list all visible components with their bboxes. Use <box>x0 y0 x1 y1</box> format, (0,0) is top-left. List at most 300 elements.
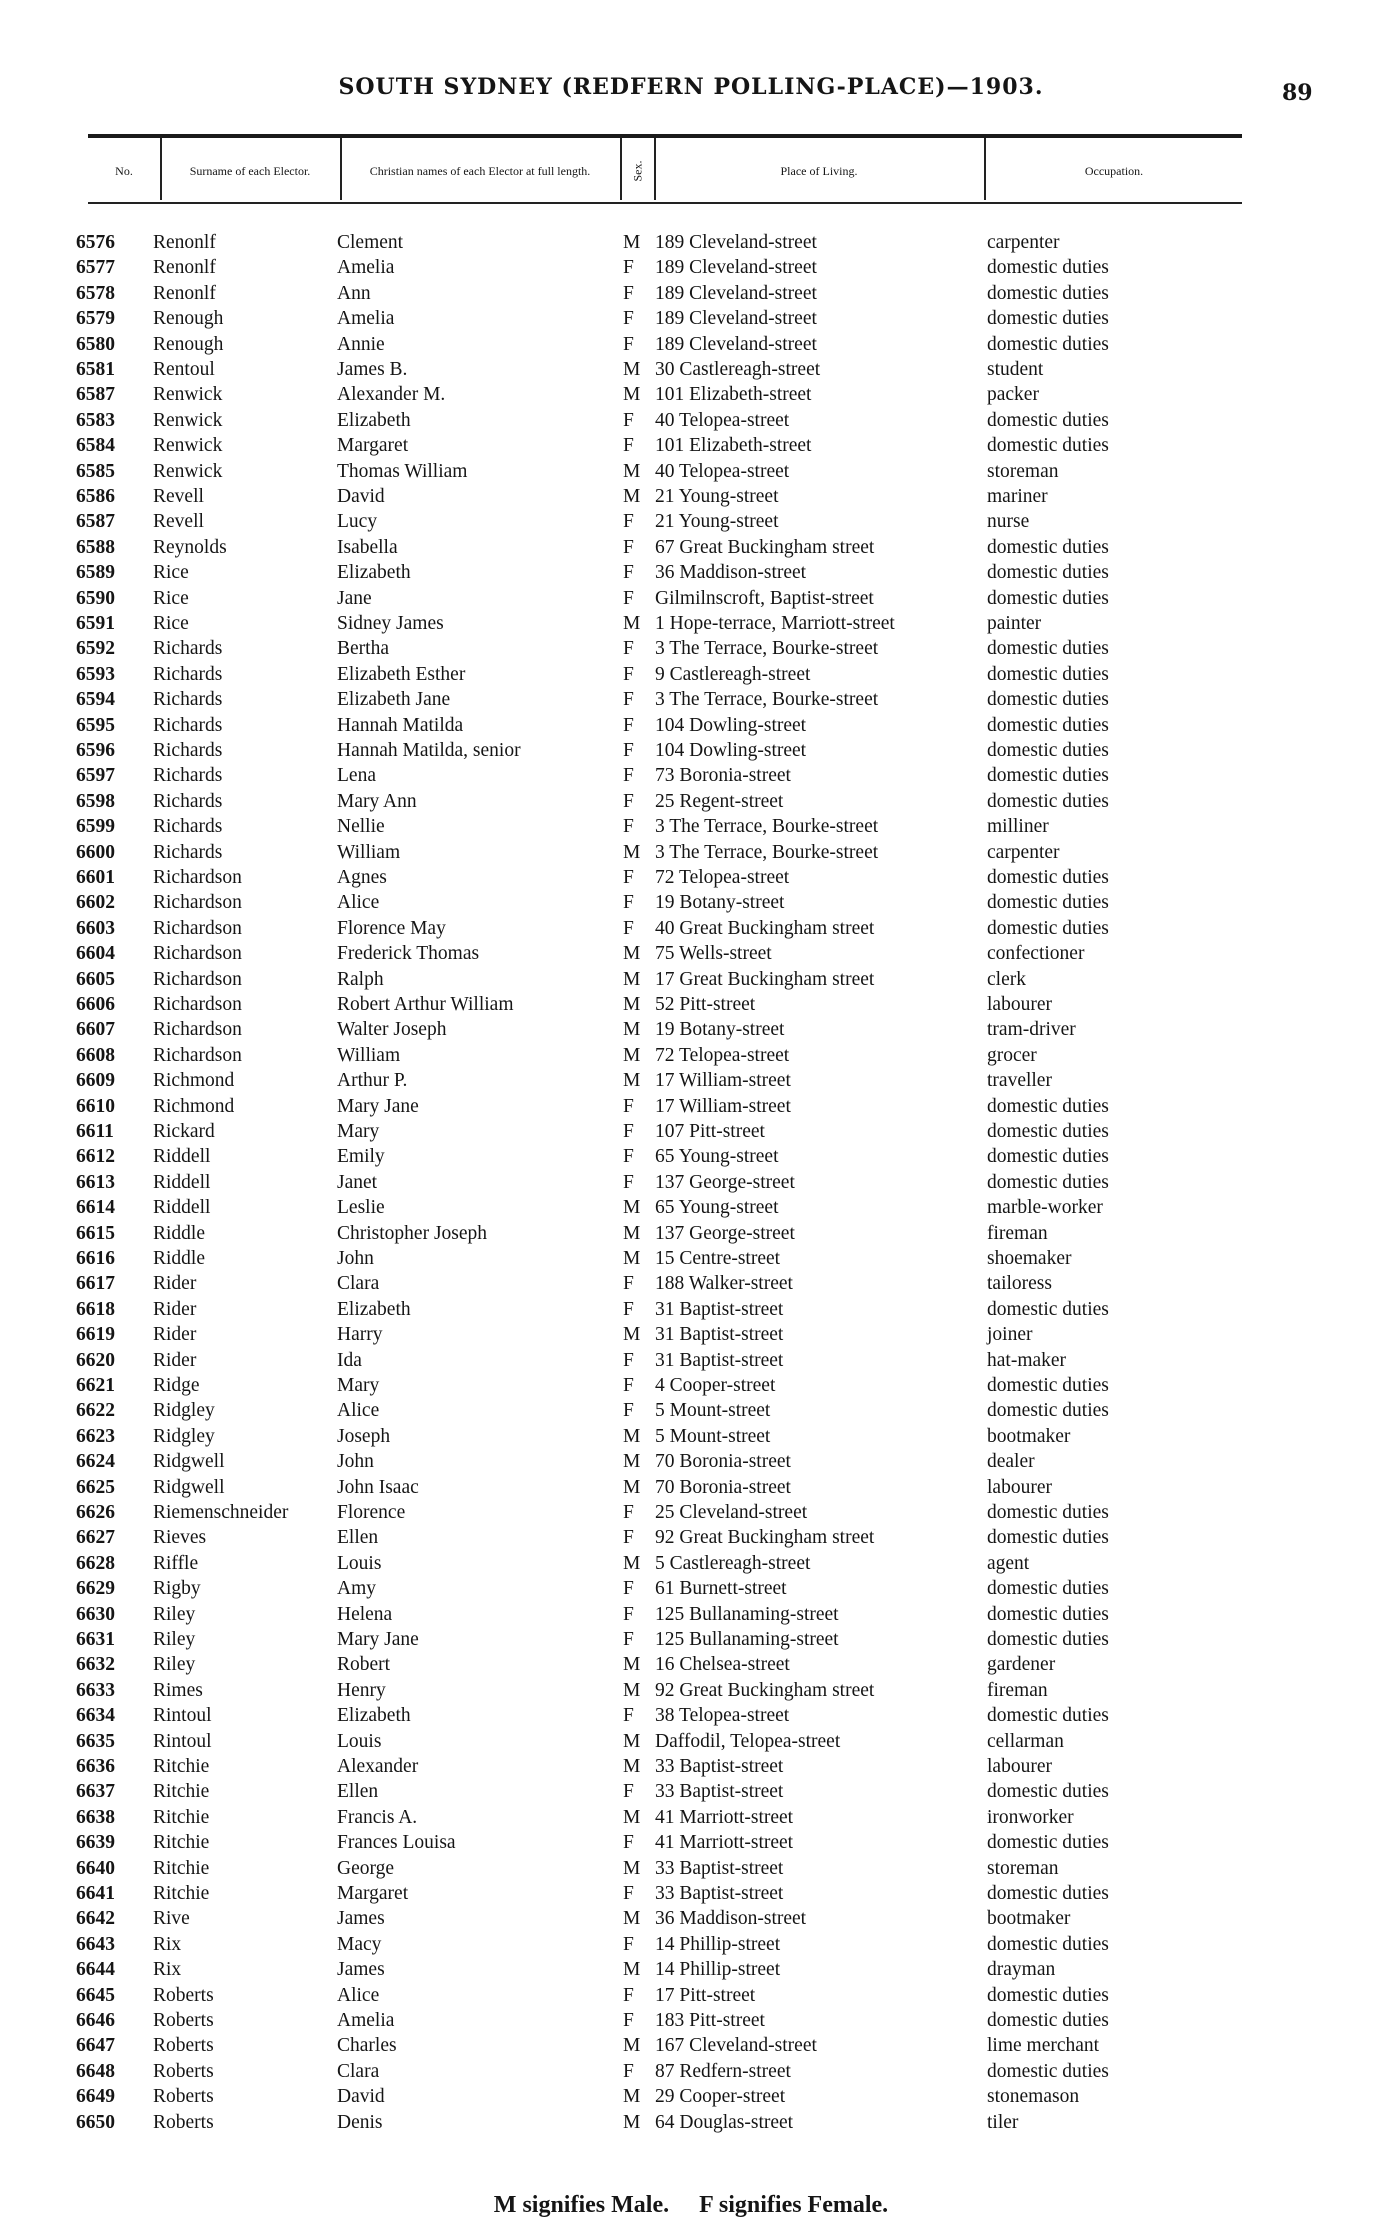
surname: Rider <box>153 1349 197 1371</box>
header-rule-bottom <box>88 202 1242 204</box>
occupation: agent <box>987 1552 1030 1574</box>
christian-names: Robert Arthur William <box>337 994 514 1015</box>
column-header-surname: Surname of each Elector. <box>189 164 311 178</box>
elector-number: 6650 <box>76 2111 115 2133</box>
sex: F <box>623 333 634 355</box>
sex: M <box>623 1324 641 1346</box>
table-row <box>0 865 1382 890</box>
sex: M <box>623 1222 641 1244</box>
occupation: drayman <box>987 1959 1056 1981</box>
christian-names: Alexander <box>337 1756 419 1777</box>
sex: M <box>623 1044 641 1066</box>
sex: F <box>623 511 634 533</box>
christian-names: Bertha <box>337 638 389 660</box>
place-of-living: 189 Cleveland-street <box>655 232 817 253</box>
surname: Renonlf <box>153 257 216 279</box>
christian-names: John Isaac <box>337 1476 419 1498</box>
christian-names: Frances Louisa <box>337 1832 456 1854</box>
place-of-living: 92 Great Buckingham street <box>655 1679 875 1701</box>
surname: Richardson <box>153 1019 242 1041</box>
occupation: student <box>987 359 1044 380</box>
surname: Ridge <box>153 1375 200 1396</box>
table-row <box>0 560 1382 585</box>
surname: Riley <box>153 1603 196 1625</box>
surname: Ritchie <box>153 1832 210 1854</box>
place-of-living: 3 The Terrace, Bourke-street <box>655 638 879 660</box>
elector-number: 6609 <box>76 1070 115 1092</box>
surname: Riley <box>153 1629 196 1650</box>
place-of-living: 101 Elizabeth-street <box>655 435 812 457</box>
surname: Richmond <box>153 1095 235 1117</box>
sex: M <box>623 1959 641 1981</box>
place-of-living: 33 Baptist-street <box>655 1883 784 1904</box>
column-header-sex <box>622 138 652 204</box>
elector-number: 6626 <box>76 1502 115 1523</box>
christian-names: Ida <box>337 1349 362 1371</box>
table-row <box>0 1195 1382 1220</box>
sex: F <box>623 1629 634 1650</box>
christian-names: Mary Jane <box>337 1629 419 1650</box>
place-of-living: 189 Cleveland-street <box>655 308 817 330</box>
surname: Rider <box>153 1298 197 1320</box>
sex: F <box>623 1273 634 1295</box>
sex: F <box>623 1883 634 1904</box>
christian-names: Harry <box>337 1324 383 1346</box>
sex: M <box>623 1756 641 1777</box>
christian-names: Alice <box>337 1400 380 1422</box>
sex: M <box>623 460 641 482</box>
occupation: grocer <box>987 1044 1037 1066</box>
elector-number: 6648 <box>76 2060 115 2082</box>
sex: F <box>623 1400 634 1422</box>
sex: M <box>623 1248 641 1269</box>
surname: Richardson <box>153 943 242 965</box>
elector-number: 6584 <box>76 435 115 457</box>
column-header-occupation: Occupation. <box>1084 164 1144 178</box>
table-row <box>0 332 1382 357</box>
occupation: domestic duties <box>987 562 1109 584</box>
occupation: gardener <box>987 1654 1056 1676</box>
table-row <box>0 1932 1382 1957</box>
christian-names: Amy <box>337 1578 376 1600</box>
elector-number: 6583 <box>76 409 115 431</box>
surname: Renonlf <box>153 232 216 253</box>
occupation: domestic duties <box>987 2060 1109 2082</box>
occupation: nurse <box>987 511 1030 533</box>
sex: M <box>623 1908 641 1930</box>
table-row <box>0 1703 1382 1728</box>
place-of-living: 104 Dowling-street <box>655 714 807 736</box>
sex: F <box>623 1095 634 1117</box>
place-of-living: 137 George-street <box>655 1222 795 1244</box>
surname: Ridgley <box>153 1425 215 1447</box>
christian-names: Joseph <box>337 1425 391 1447</box>
table-row <box>0 1094 1382 1119</box>
sex: F <box>623 1121 634 1142</box>
christian-names: Frederick Thomas <box>337 943 480 965</box>
elector-number: 6608 <box>76 1044 115 1066</box>
occupation: domestic duties <box>987 1298 1109 1320</box>
elector-number: 6646 <box>76 2010 115 2031</box>
table-row <box>0 1627 1382 1652</box>
elector-number: 6624 <box>76 1451 115 1473</box>
place-of-living: 40 Telopea-street <box>655 460 790 482</box>
table-row <box>0 738 1382 763</box>
table-row <box>0 535 1382 560</box>
christian-names: Ann <box>337 282 371 304</box>
elector-number: 6594 <box>76 689 115 711</box>
place-of-living: 31 Baptist-street <box>655 1324 784 1346</box>
occupation: domestic duties <box>987 1375 1109 1396</box>
occupation: lime merchant <box>987 2035 1100 2057</box>
surname: Richards <box>153 663 223 685</box>
christian-names: Annie <box>337 333 385 355</box>
sex: F <box>623 257 634 279</box>
occupation: storeman <box>987 1857 1059 1879</box>
table-row <box>0 1983 1382 2008</box>
elector-number: 6649 <box>76 2086 115 2108</box>
place-of-living: 5 Mount-street <box>655 1400 771 1422</box>
place-of-living: 17 Great Buckingham street <box>655 968 875 990</box>
elector-number: 6647 <box>76 2035 115 2057</box>
elector-number: 6590 <box>76 587 115 609</box>
occupation: domestic duties <box>987 409 1109 431</box>
elector-number: 6597 <box>76 765 115 787</box>
surname: Richardson <box>153 917 242 939</box>
occupation: domestic duties <box>987 1781 1109 1803</box>
place-of-living: 25 Regent-street <box>655 790 784 812</box>
place-of-living: 33 Baptist-street <box>655 1756 784 1777</box>
christian-names: Mary <box>337 1121 380 1142</box>
table-row <box>0 1779 1382 1804</box>
table-row <box>0 1957 1382 1982</box>
christian-names: Mary Jane <box>337 1095 419 1117</box>
place-of-living: 125 Bullanaming-street <box>655 1629 839 1650</box>
christian-names: Elizabeth Jane <box>337 689 451 711</box>
sex: F <box>623 689 634 711</box>
surname: Riemenschneider <box>153 1502 289 1523</box>
place-of-living: 25 Cleveland-street <box>655 1502 808 1523</box>
column-header-place-of-living: Place of Living. <box>780 164 858 178</box>
place-of-living: 87 Redfern-street <box>655 2060 791 2082</box>
table-row <box>0 1602 1382 1627</box>
table-row <box>0 1652 1382 1677</box>
occupation: domestic duties <box>987 765 1109 787</box>
sex: M <box>623 1857 641 1879</box>
table-row <box>0 814 1382 839</box>
elector-number: 6622 <box>76 1400 115 1422</box>
occupation: domestic duties <box>987 638 1109 660</box>
christian-names: Ellen <box>337 1781 379 1803</box>
place-of-living: 104 Dowling-street <box>655 740 807 761</box>
christian-names: Henry <box>337 1679 386 1701</box>
christian-names: Macy <box>337 1933 382 1955</box>
table-row <box>0 1144 1382 1169</box>
surname: Renwick <box>153 384 223 406</box>
christian-names: Mary <box>337 1375 380 1396</box>
surname: Roberts <box>153 2111 214 2133</box>
place-of-living: 21 Young-street <box>655 511 779 533</box>
sex: F <box>623 867 634 888</box>
place-of-living: 64 Douglas-street <box>655 2111 794 2133</box>
surname: Roberts <box>153 2035 214 2057</box>
elector-number: 6596 <box>76 740 115 761</box>
elector-number: 6644 <box>76 1959 115 1981</box>
occupation: domestic duties <box>987 663 1109 685</box>
sex: F <box>623 1349 634 1371</box>
sex: F <box>623 917 634 939</box>
elector-number: 6576 <box>76 232 115 253</box>
surname: Richards <box>153 816 223 838</box>
place-of-living: 16 Chelsea-street <box>655 1654 790 1676</box>
table-row <box>0 763 1382 788</box>
sex: M <box>623 2035 641 2057</box>
place-of-living: 41 Marriott-street <box>655 1832 794 1854</box>
page-number: 89 <box>1282 80 1313 106</box>
table-row <box>0 1322 1382 1347</box>
christian-names: John <box>337 1451 374 1473</box>
christian-names: Nellie <box>337 816 385 838</box>
elector-number: 6640 <box>76 1857 115 1879</box>
place-of-living: 41 Marriott-street <box>655 1806 794 1828</box>
place-of-living: 75 Wells-street <box>655 943 772 965</box>
surname: Renwick <box>153 460 223 482</box>
table-row <box>0 611 1382 636</box>
occupation: labourer <box>987 994 1052 1015</box>
table-row <box>0 1576 1382 1601</box>
table-row <box>0 1398 1382 1423</box>
sex: F <box>623 536 634 558</box>
christian-names: Helena <box>337 1603 393 1625</box>
surname: Ridgwell <box>153 1451 225 1473</box>
elector-number: 6581 <box>76 359 115 380</box>
place-of-living: 14 Phillip-street <box>655 1933 781 1955</box>
occupation: joiner <box>987 1324 1033 1346</box>
sex: F <box>623 1705 634 1727</box>
christian-names: Clement <box>337 232 404 253</box>
sex: M <box>623 1451 641 1473</box>
place-of-living: 29 Cooper-street <box>655 2086 786 2108</box>
christian-names: Elizabeth Esther <box>337 663 466 685</box>
christian-names: Elizabeth <box>337 1298 411 1320</box>
table-row <box>0 1043 1382 1068</box>
christian-names: Clara <box>337 1273 380 1295</box>
surname: Richards <box>153 689 223 711</box>
christian-names: Walter Joseph <box>337 1019 447 1041</box>
occupation: domestic duties <box>987 689 1109 711</box>
sex: F <box>623 587 634 609</box>
surname: Rintoul <box>153 1730 212 1752</box>
surname: Ridgwell <box>153 1476 225 1498</box>
christian-names: Clara <box>337 2060 380 2082</box>
occupation: traveller <box>987 1070 1052 1092</box>
place-of-living: 183 Pitt-street <box>655 2010 765 2031</box>
surname: Roberts <box>153 2086 214 2108</box>
sex: M <box>623 1679 641 1701</box>
elector-number: 6577 <box>76 257 115 279</box>
surname: Roberts <box>153 1984 214 2006</box>
table-row <box>0 459 1382 484</box>
occupation: domestic duties <box>987 308 1109 330</box>
elector-number: 6636 <box>76 1756 115 1777</box>
table-row <box>0 636 1382 661</box>
elector-number: 6630 <box>76 1603 115 1625</box>
christian-names: Sidney James <box>337 613 444 634</box>
table-row <box>0 484 1382 509</box>
sex: F <box>623 1933 634 1955</box>
christian-names: Alice <box>337 892 380 914</box>
table-row <box>0 1525 1382 1550</box>
table-row <box>0 230 1382 255</box>
elector-number: 6580 <box>76 333 115 355</box>
sex: F <box>623 1578 634 1600</box>
table-row <box>0 687 1382 712</box>
christian-names: Florence May <box>337 917 446 939</box>
elector-number: 6623 <box>76 1425 115 1447</box>
occupation: domestic duties <box>987 1121 1109 1142</box>
sex: F <box>623 790 634 812</box>
surname: Ritchie <box>153 1781 210 1803</box>
occupation: domestic duties <box>987 917 1109 939</box>
occupation: domestic duties <box>987 257 1109 279</box>
occupation: labourer <box>987 1756 1052 1777</box>
surname: Renough <box>153 333 224 355</box>
sex: M <box>623 613 641 634</box>
place-of-living: 137 George-street <box>655 1171 795 1193</box>
table-row <box>0 1449 1382 1474</box>
elector-number: 6639 <box>76 1832 115 1854</box>
occupation: milliner <box>987 816 1049 838</box>
christian-names: Margaret <box>337 435 409 457</box>
sex: F <box>623 1603 634 1625</box>
occupation: domestic duties <box>987 2010 1109 2031</box>
sex: F <box>623 2010 634 2031</box>
surname: Rickard <box>153 1121 215 1142</box>
occupation: tiler <box>987 2111 1019 2133</box>
christian-names: Thomas William <box>337 460 468 482</box>
elector-number: 6601 <box>76 867 115 888</box>
occupation: dealer <box>987 1451 1035 1473</box>
occupation: domestic duties <box>987 1883 1109 1904</box>
occupation: domestic duties <box>987 740 1109 761</box>
table-row <box>0 306 1382 331</box>
column-header-sex-label: Sex. <box>630 160 644 182</box>
table-row <box>0 2084 1382 2109</box>
christian-names: Emily <box>337 1146 385 1168</box>
place-of-living: 65 Young-street <box>655 1146 779 1168</box>
elector-number: 6578 <box>76 282 115 304</box>
christian-names: Ellen <box>337 1527 379 1549</box>
elector-number: 6587 <box>76 384 115 406</box>
christian-names: Alice <box>337 1984 380 2006</box>
christian-names: John <box>337 1248 374 1269</box>
elector-number: 6635 <box>76 1730 115 1752</box>
elector-number: 6599 <box>76 816 115 838</box>
surname: Riddle <box>153 1222 205 1244</box>
sex: M <box>623 1654 641 1676</box>
elector-number: 6643 <box>76 1933 115 1955</box>
table-row <box>0 1856 1382 1881</box>
table-row <box>0 840 1382 865</box>
table-row <box>0 408 1382 433</box>
christian-names: Alexander M. <box>337 384 446 406</box>
christian-names: Isabella <box>337 536 398 558</box>
sex: F <box>623 409 634 431</box>
place-of-living: 3 The Terrace, Bourke-street <box>655 689 879 711</box>
place-of-living: 92 Great Buckingham street <box>655 1527 875 1549</box>
elector-number: 6615 <box>76 1222 115 1244</box>
christian-names: Amelia <box>337 257 395 279</box>
occupation: domestic duties <box>987 892 1109 914</box>
occupation: domestic duties <box>987 1984 1109 2006</box>
sex: M <box>623 1197 641 1219</box>
place-of-living: 19 Botany-street <box>655 1019 785 1041</box>
occupation: marble-worker <box>987 1197 1103 1219</box>
table-row <box>0 2033 1382 2058</box>
surname: Rix <box>153 1933 182 1955</box>
sex: M <box>623 841 641 863</box>
table-row <box>0 1017 1382 1042</box>
place-of-living: 33 Baptist-street <box>655 1781 784 1803</box>
surname: Rintoul <box>153 1705 212 1727</box>
place-of-living: 70 Boronia-street <box>655 1476 791 1498</box>
christian-names: Lena <box>337 765 376 787</box>
table-row <box>0 2008 1382 2033</box>
place-of-living: 36 Maddison-street <box>655 562 807 584</box>
place-of-living: 4 Cooper-street <box>655 1375 776 1396</box>
place-of-living: 14 Phillip-street <box>655 1959 781 1981</box>
christian-names: Amelia <box>337 2010 395 2031</box>
legend <box>0 2192 1382 2219</box>
table-row <box>0 1475 1382 1500</box>
occupation: fireman <box>987 1222 1048 1244</box>
legend-female: F signifies Female. <box>699 2192 889 2218</box>
table-row <box>0 1424 1382 1449</box>
elector-number: 6593 <box>76 663 115 685</box>
sex: F <box>623 1298 634 1320</box>
christian-names: James <box>337 1908 385 1930</box>
table-row <box>0 1754 1382 1779</box>
elector-number: 6620 <box>76 1349 115 1371</box>
sex: F <box>623 1832 634 1854</box>
table-row <box>0 967 1382 992</box>
occupation: domestic duties <box>987 1400 1109 1422</box>
sex: M <box>623 1019 641 1041</box>
table-row <box>0 662 1382 687</box>
christian-names: Lucy <box>337 511 378 533</box>
place-of-living: 17 William-street <box>655 1070 791 1092</box>
surname: Renough <box>153 308 224 330</box>
sex: M <box>623 384 641 406</box>
sex: M <box>623 943 641 965</box>
christian-names: James <box>337 1959 385 1981</box>
elector-number: 6631 <box>76 1629 115 1650</box>
surname: Rigby <box>153 1578 201 1600</box>
table-row <box>0 2059 1382 2084</box>
sex: F <box>623 282 634 304</box>
surname: Revell <box>153 511 204 533</box>
place-of-living: 19 Botany-street <box>655 892 785 914</box>
sex: M <box>623 1070 641 1092</box>
elector-number: 6621 <box>76 1375 115 1396</box>
place-of-living: 17 Pitt-street <box>655 1984 756 2006</box>
place-of-living: 70 Boronia-street <box>655 1451 791 1473</box>
occupation: domestic duties <box>987 1832 1109 1854</box>
surname: Rice <box>153 587 189 609</box>
christian-names: Mary Ann <box>337 790 417 812</box>
christian-names: Margaret <box>337 1883 409 1904</box>
occupation: bootmaker <box>987 1425 1071 1447</box>
